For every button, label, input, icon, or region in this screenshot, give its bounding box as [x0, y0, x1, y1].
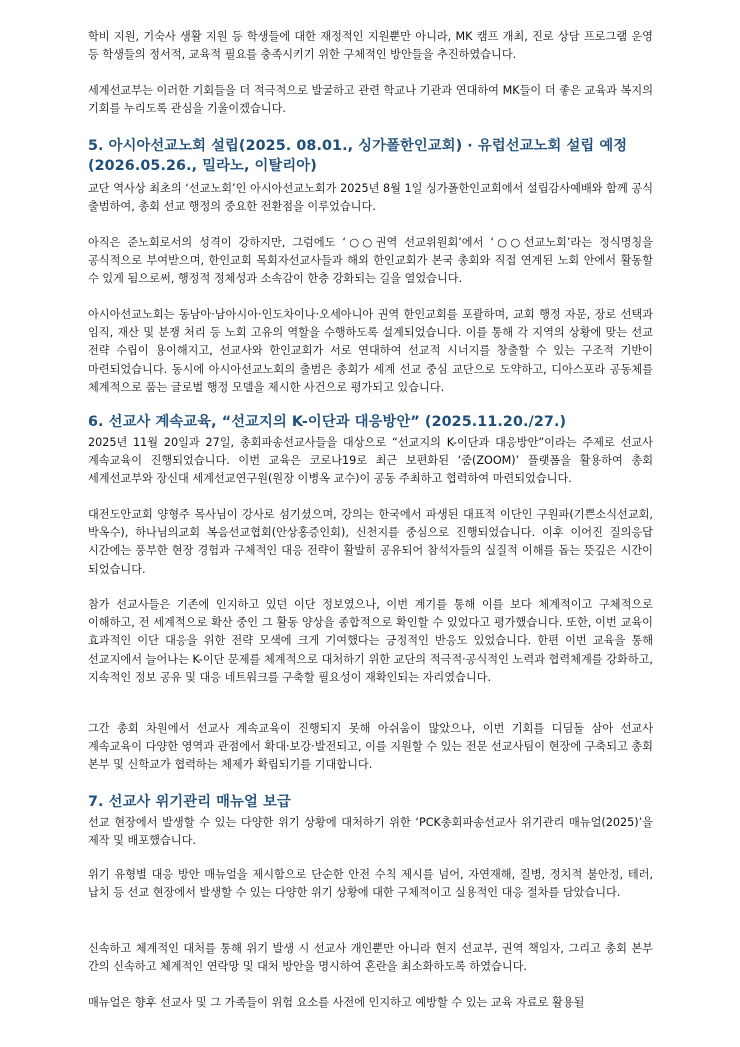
- section-paragraph: 위기 유형별 대응 방안 매뉴얼을 제시함으로 단순한 안전 수칙 제시를 넘어, 자연재해, 질병, 정치적 불안정, 테러, 납치 등 선교 현장에서 발생할 수 있는 다양한 위기 상황에 대한 구체적이고 실용적인 대응 절차를 담았습니다.: [88, 868, 653, 900]
- section-heading: 5. 아시아선교노회 설립(2025. 08.01., 싱가폴한인교회) · 유럽선교노회 설립 예정(2026.05.26., 밀라노, 이탈리아): [88, 138, 628, 174]
- section-paragraph: 대전도안교회 양형주 목사님이 강사로 섬기셨으며, 강의는 한국에서 파생된 대표적 이단인 구원파(기쁜소식선교회, 박옥수), 하나님의교회 복음선교협회(안상홍증인회), 신천지를 중심으로 진행되었습니다. 이후 이어진 질의응답 시간에는 풍부한 현장 경험과 구체적인 대응 전략이 활발히 공유되어 참석자들의 실질적 이해를 돕는 뜻깊은 시간이 되었습니다.: [88, 508, 653, 576]
- section-heading: 7. 선교사 위기관리 매뉴얼 보급: [88, 794, 291, 810]
- intro-paragraph: 학비 지원, 기숙사 생활 지원 등 학생들에 대한 재정적인 지원뿐만 아니라, MK 캠프 개최, 진로 상담 프로그램 운영 등 학생들의 정서적, 교육적 필요를 충족시키기 위한 구체적인 방안들을 추진하였습니다.: [88, 30, 653, 62]
- section-heading: 6. 선교사 계속교육, “선교지의 K-이단과 대응방안” (2025.11.20./27.): [88, 414, 567, 430]
- section-paragraph: 아시아선교노회는 동남아·남아시아·인도차이나·오세아니아 권역 한인교회를 포괄하며, 교회 행정 자문, 장로 선택과 임직, 재산 및 분쟁 처리 등 노회 고유의 역할을 수행하도록 설계되었습니다. 이를 통해 각 지역의 상황에 맞는 선교 전략 수립이 용이해지고, 선교사와 한인교회가 서로 연대하여 선교적 시너지를 창출할 수 있는 구조적 기반이 마련되었습니다. 동시에 아시아선교노회의 출범은 총회가 세계 선교 중심 교단으로 도약하고, 디아스포라 공동체를 체계적으로 품는 글로벌 행정 모델을 제시한 사건으로 평가되고 있습니다.: [88, 308, 653, 394]
- section-paragraph: 매뉴얼은 향후 선교사 및 그 가족들이 위험 요소를 사전에 인지하고 예방할 수 있는 교육 자료로 활용될: [88, 996, 585, 1009]
- section-paragraph: 아직은 준노회로서의 성격이 강하지만, 그럼에도 ‘○○권역 선교위원회’에서 ‘○○선교노회’라는 정식명칭을 공식적으로 부여받으며, 한인교회 목회자선교사들과 해외 한인교회가 본국 총회와 직접 연계된 노회 안에서 활동할 수 있게 됨으로써, 행정적 정체성과 소속감이 한층 강화되는 길을 열었습니다.: [88, 236, 653, 286]
- section-paragraph: 참가 선교사들은 기존에 인지하고 있던 이단 정보였으나, 이번 계기를 통해 이를 보다 체계적이고 구체적으로 이해하고, 전 세계적으로 확산 중인 그 활동 양상을 종합적으로 확인할 수 있었다고 평가했습니다. 또한, 이번 교육이 효과적인 이단 대응을 위한 전략 모색에 크게 기여했다는 긍정적인 반응도 있었습니다. 한편 이번 교육을 통해 선교지에서 늘어나는 K-이단 문제를 체계적으로 대처하기 위한 교단의 적극적·공식적인 노력과 협력체계를 강화하고, 지속적인 정보 공유 및 대응 네트워크를 구축할 필요성이 재확인되는 자리였습니다.: [88, 598, 653, 684]
- section-paragraph: 신속하고 체계적인 대처를 통해 위기 발생 시 선교사 개인뿐만 아니라 현지 선교부, 권역 책임자, 그리고 총회 본부 간의 신속하고 체계적인 연락망 및 대처 방안을 명시하여 혼란을 최소화하도록 하였습니다.: [88, 942, 653, 974]
- section-paragraph: 그간 총회 차원에서 선교사 계속교육이 진행되지 못해 아쉬움이 많았으나, 이번 기회를 디딤돌 삼아 선교사 계속교육이 다양한 영역과 관점에서 확대·보강·발전되고, 이를 지원할 수 있는 전문 선교사팀이 현장에 구축되고 총회 본부 및 신학교가 협력하는 체제가 확립되기를 기대합니다.: [88, 722, 653, 772]
- section-paragraph: 교단 역사상 최초의 ‘선교노회’인 아시아선교노회가 2025년 8월 1일 싱가폴한인교회에서 설립감사예배와 함께 공식 출범하여, 총회 선교 행정의 중요한 전환점을 이루었습니다.: [88, 182, 653, 214]
- section-paragraph: 선교 현장에서 발생할 수 있는 다양한 위기 상황에 대처하기 위한 ‘PCK총회파송선교사 위기관리 매뉴얼(2025)’을 제작 및 배포했습니다.: [88, 816, 653, 848]
- intro-paragraph: 세계선교부는 이러한 기회들을 더 적극적으로 발굴하고 관련 학교나 기관과 연대하여 MK들이 더 좋은 교육과 복지의 기회를 누리도록 관심을 기울이겠습니다.: [88, 84, 653, 116]
- section-paragraph: 2025년 11월 20일과 27일, 총회파송선교사들을 대상으로 “선교지의 K-이단과 대응방안”이라는 주제로 선교사 계속교육이 진행되었습니다. 이번 교육은 코로나19로 최근 보편화된 ‘줌(ZOOM)’ 플랫폼을 활용하여 총회 세계선교부와 장신대 세계선교연구원(원장 이병옥 교수)이 공동 주최하고 협력하여 마련되었습니다.: [88, 436, 653, 486]
